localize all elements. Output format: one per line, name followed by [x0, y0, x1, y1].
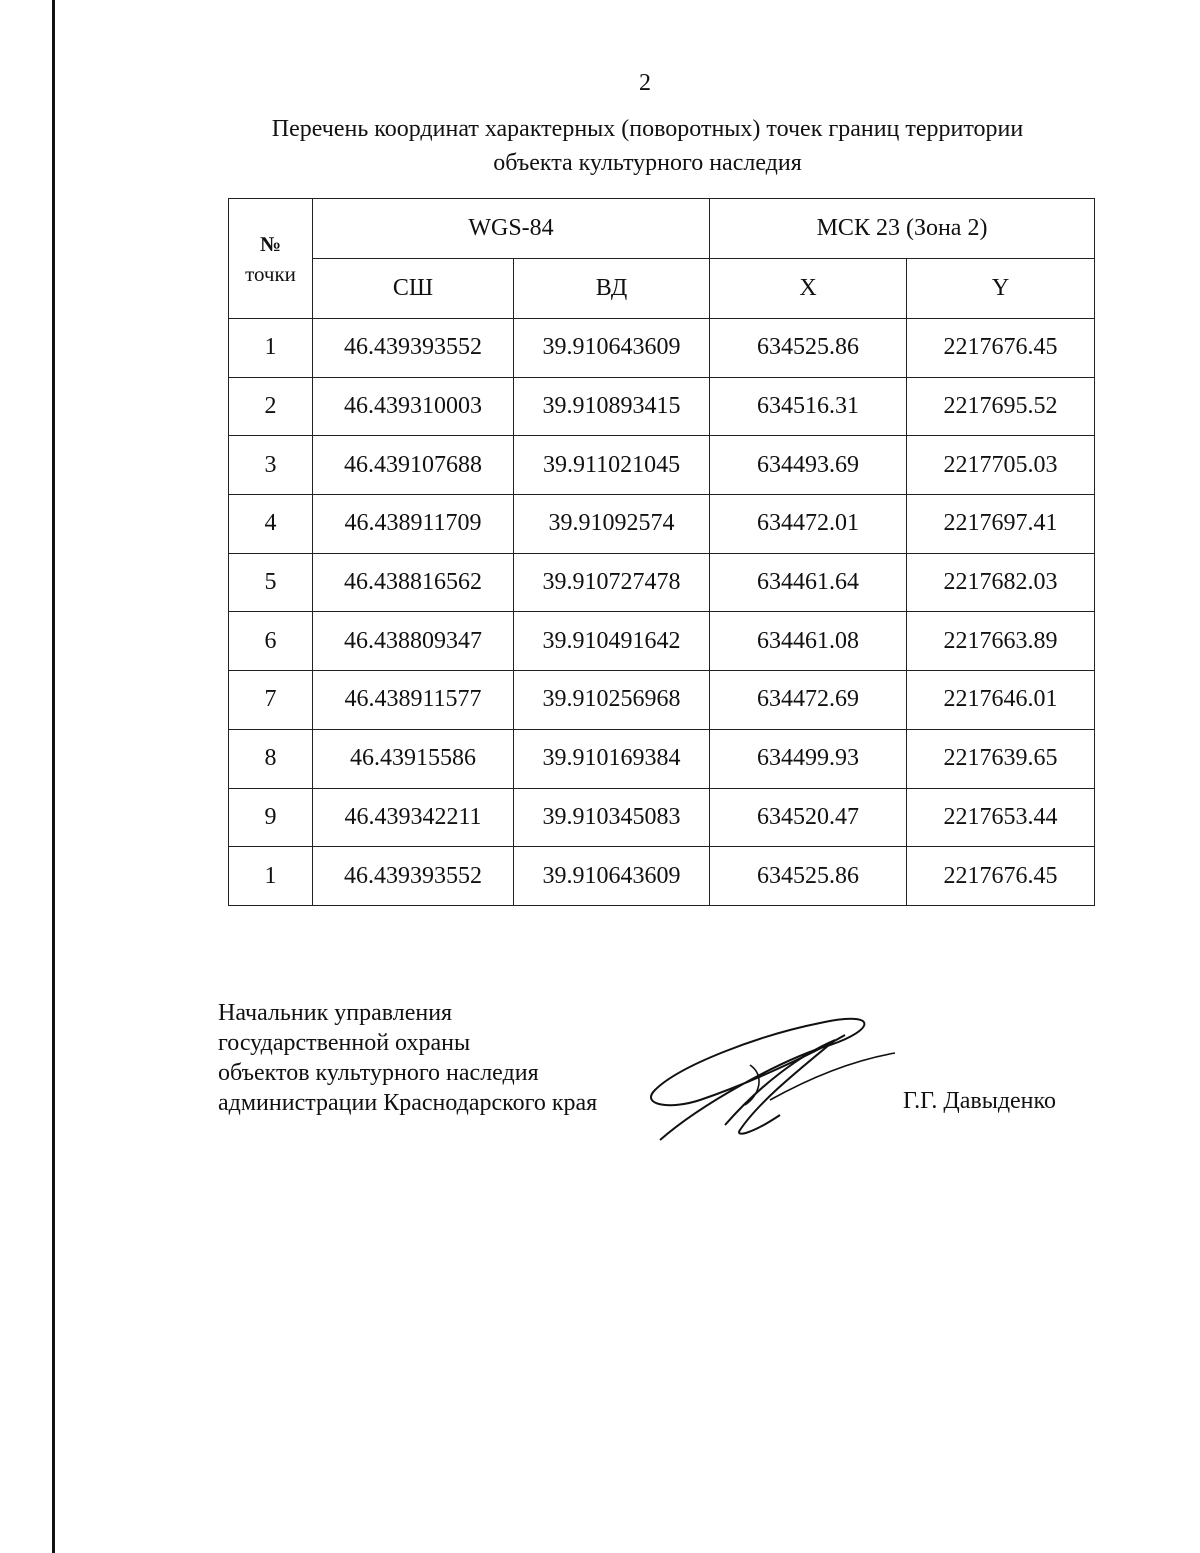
y-cell: 2217705.03 — [907, 436, 1095, 495]
point-number-cell: 2 — [229, 377, 313, 436]
document-title-line-2: объекта культурного наследия — [493, 150, 802, 176]
longitude-cell: 39.910643609 — [514, 847, 710, 906]
y-cell: 2217676.45 — [907, 319, 1095, 378]
longitude-header: ВД — [514, 259, 710, 319]
point-number-cell: 5 — [229, 553, 313, 612]
signatory-position — [218, 998, 597, 1118]
latitude-cell: 46.439393552 — [313, 847, 514, 906]
latitude-cell: 46.439310003 — [313, 377, 514, 436]
handwritten-signature — [640, 1005, 910, 1155]
y-cell: 2217682.03 — [907, 553, 1095, 612]
table-row — [229, 729, 1095, 788]
x-cell: 634472.69 — [710, 671, 907, 730]
y-cell: 2217676.45 — [907, 847, 1095, 906]
signer-name: Г.Г. Давыденко — [903, 1088, 1056, 1114]
table-row — [229, 671, 1095, 730]
x-cell: 634493.69 — [710, 436, 907, 495]
point-number-cell: 1 — [229, 847, 313, 906]
longitude-cell: 39.910345083 — [514, 788, 710, 847]
number-sign: № — [259, 231, 282, 256]
point-number-cell: 6 — [229, 612, 313, 671]
longitude-cell: 39.91092574 — [514, 495, 710, 554]
x-cell: 634525.86 — [710, 319, 907, 378]
longitude-cell: 39.911021045 — [514, 436, 710, 495]
y-cell: 2217697.41 — [907, 495, 1095, 554]
x-cell: 634520.47 — [710, 788, 907, 847]
point-number-cell: 1 — [229, 319, 313, 378]
msk23-header: МСК 23 (Зона 2) — [710, 199, 1095, 259]
table-row — [229, 553, 1095, 612]
point-number-cell: 8 — [229, 729, 313, 788]
page-number: 2 — [639, 70, 651, 96]
point-number-cell: 9 — [229, 788, 313, 847]
latitude-cell: 46.43915586 — [313, 729, 514, 788]
x-cell: 634516.31 — [710, 377, 907, 436]
x-cell: 634461.08 — [710, 612, 907, 671]
table-row — [229, 319, 1095, 378]
point-label: точки — [245, 261, 296, 286]
y-header: Y — [907, 259, 1095, 319]
position-line-4: администрации Краснодарского края — [218, 1090, 598, 1116]
position-line-2: государственной охраны — [218, 1030, 471, 1056]
longitude-cell: 39.910643609 — [514, 319, 710, 378]
latitude-cell: 46.438911709 — [313, 495, 514, 554]
point-number-header — [229, 199, 313, 319]
latitude-header: СШ — [313, 259, 514, 319]
table-row — [229, 847, 1095, 906]
longitude-cell: 39.910893415 — [514, 377, 710, 436]
x-cell: 634525.86 — [710, 847, 907, 906]
latitude-cell: 46.438911577 — [313, 671, 514, 730]
position-line-1: Начальник управления — [218, 1000, 453, 1026]
table-row — [229, 377, 1095, 436]
position-line-3: объектов культурного наследия — [218, 1060, 539, 1086]
longitude-cell: 39.910169384 — [514, 729, 710, 788]
table-row — [229, 612, 1095, 671]
table-row — [229, 495, 1095, 554]
point-number-cell: 3 — [229, 436, 313, 495]
coordinates-table — [228, 198, 1095, 906]
x-cell: 634472.01 — [710, 495, 907, 554]
latitude-cell: 46.439342211 — [313, 788, 514, 847]
x-cell: 634461.64 — [710, 553, 907, 612]
point-number-cell: 7 — [229, 671, 313, 730]
table-row — [229, 788, 1095, 847]
y-cell: 2217646.01 — [907, 671, 1095, 730]
document-title — [200, 112, 1095, 180]
y-cell: 2217695.52 — [907, 377, 1095, 436]
longitude-cell: 39.910256968 — [514, 671, 710, 730]
page-edge-line — [52, 0, 55, 1553]
y-cell: 2217653.44 — [907, 788, 1095, 847]
y-cell: 2217639.65 — [907, 729, 1095, 788]
latitude-cell: 46.438809347 — [313, 612, 514, 671]
point-number-cell: 4 — [229, 495, 313, 554]
latitude-cell: 46.438816562 — [313, 553, 514, 612]
longitude-cell: 39.910491642 — [514, 612, 710, 671]
x-header: X — [710, 259, 907, 319]
y-cell: 2217663.89 — [907, 612, 1095, 671]
x-cell: 634499.93 — [710, 729, 907, 788]
latitude-cell: 46.439393552 — [313, 319, 514, 378]
document-title-line-1: Перечень координат характерных (поворотных) точек границ территории — [271, 116, 1024, 142]
table-row — [229, 436, 1095, 495]
longitude-cell: 39.910727478 — [514, 553, 710, 612]
wgs84-header: WGS-84 — [313, 199, 710, 259]
latitude-cell: 46.439107688 — [313, 436, 514, 495]
